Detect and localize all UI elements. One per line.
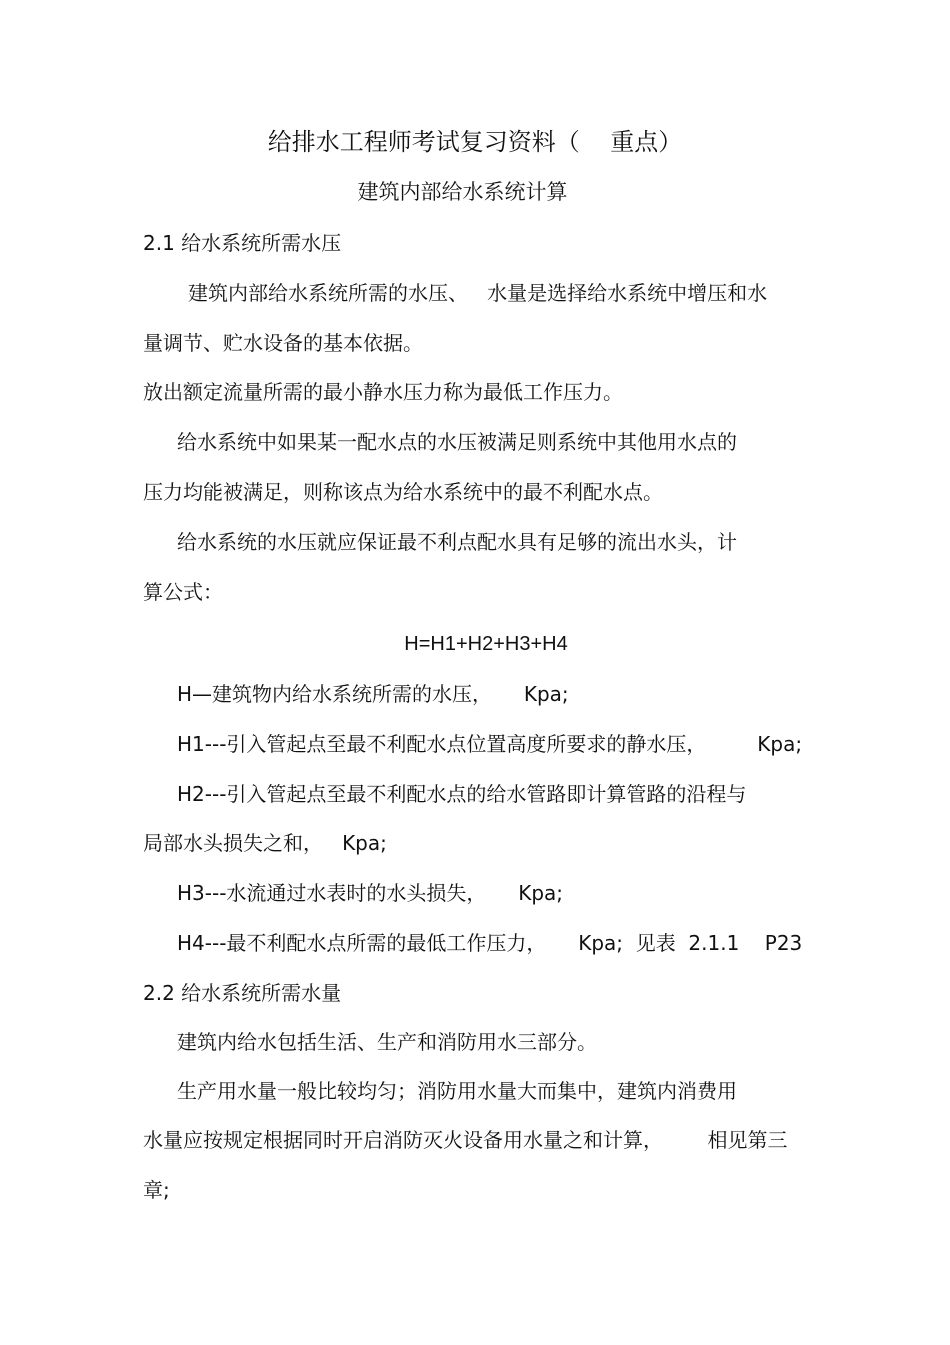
definition-h2: H2---引入管起点至最不利配水点的给水管路即计算管路的沿程与 bbox=[177, 782, 747, 806]
document-title: 给排水工程师考试复习资料（ 重点） bbox=[267, 128, 683, 156]
definition-h3: H3---水流通过水表时的水头损失， Kpa; bbox=[177, 881, 564, 905]
paragraph-line: 水量应按规定根据同时开启消防灭火设备用水量之和计算， 相见第三 bbox=[143, 1128, 788, 1152]
paragraph-line: 建筑内部给水系统所需的水压、 水量是选择给水系统中增压和水 bbox=[188, 281, 768, 305]
paragraph-line: 生产用水量一般比较均匀；消防用水量大而集中，建筑内消费用 bbox=[177, 1079, 737, 1103]
paragraph-line: 放出额定流量所需的最小静水压力称为最低工作压力。 bbox=[143, 380, 623, 404]
paragraph-line: 建筑内给水包括生活、生产和消防用水三部分。 bbox=[177, 1030, 597, 1054]
paragraph-line: 给水系统中如果某一配水点的水压被满足则系统中其他用水点的 bbox=[177, 430, 737, 454]
paragraph-line: 章; bbox=[143, 1178, 170, 1202]
definition-h4: H4---最不利配水点所需的最低工作压力， Kpa; 见表 2.1.1 P23 bbox=[177, 931, 803, 955]
paragraph-line: 算公式： bbox=[143, 580, 223, 604]
paragraph-line: 给水系统的水压就应保证最不利点配水具有足够的流出水头，计 bbox=[177, 530, 737, 554]
definition-h1: H1---引入管起点至最不利配水点位置高度所要求的静水压， Kpa; bbox=[177, 732, 803, 756]
formula: H=H1+H2+H3+H4 bbox=[404, 633, 568, 655]
paragraph-line: 量调节、贮水设备的基本依据。 bbox=[143, 331, 423, 355]
section-heading-2-1: 2.1 给水系统所需水压 bbox=[143, 231, 342, 255]
document-subtitle: 建筑内部给水系统计算 bbox=[357, 180, 568, 204]
definition-h2-continued: 局部水头损失之和， Kpa; bbox=[143, 831, 387, 855]
paragraph-line: 压力均能被满足，则称该点为给水系统中的最不利配水点。 bbox=[143, 480, 663, 504]
section-heading-2-2: 2.2 给水系统所需水量 bbox=[143, 981, 342, 1005]
definition-h: H—建筑物内给水系统所需的水压， Kpa; bbox=[177, 682, 569, 706]
